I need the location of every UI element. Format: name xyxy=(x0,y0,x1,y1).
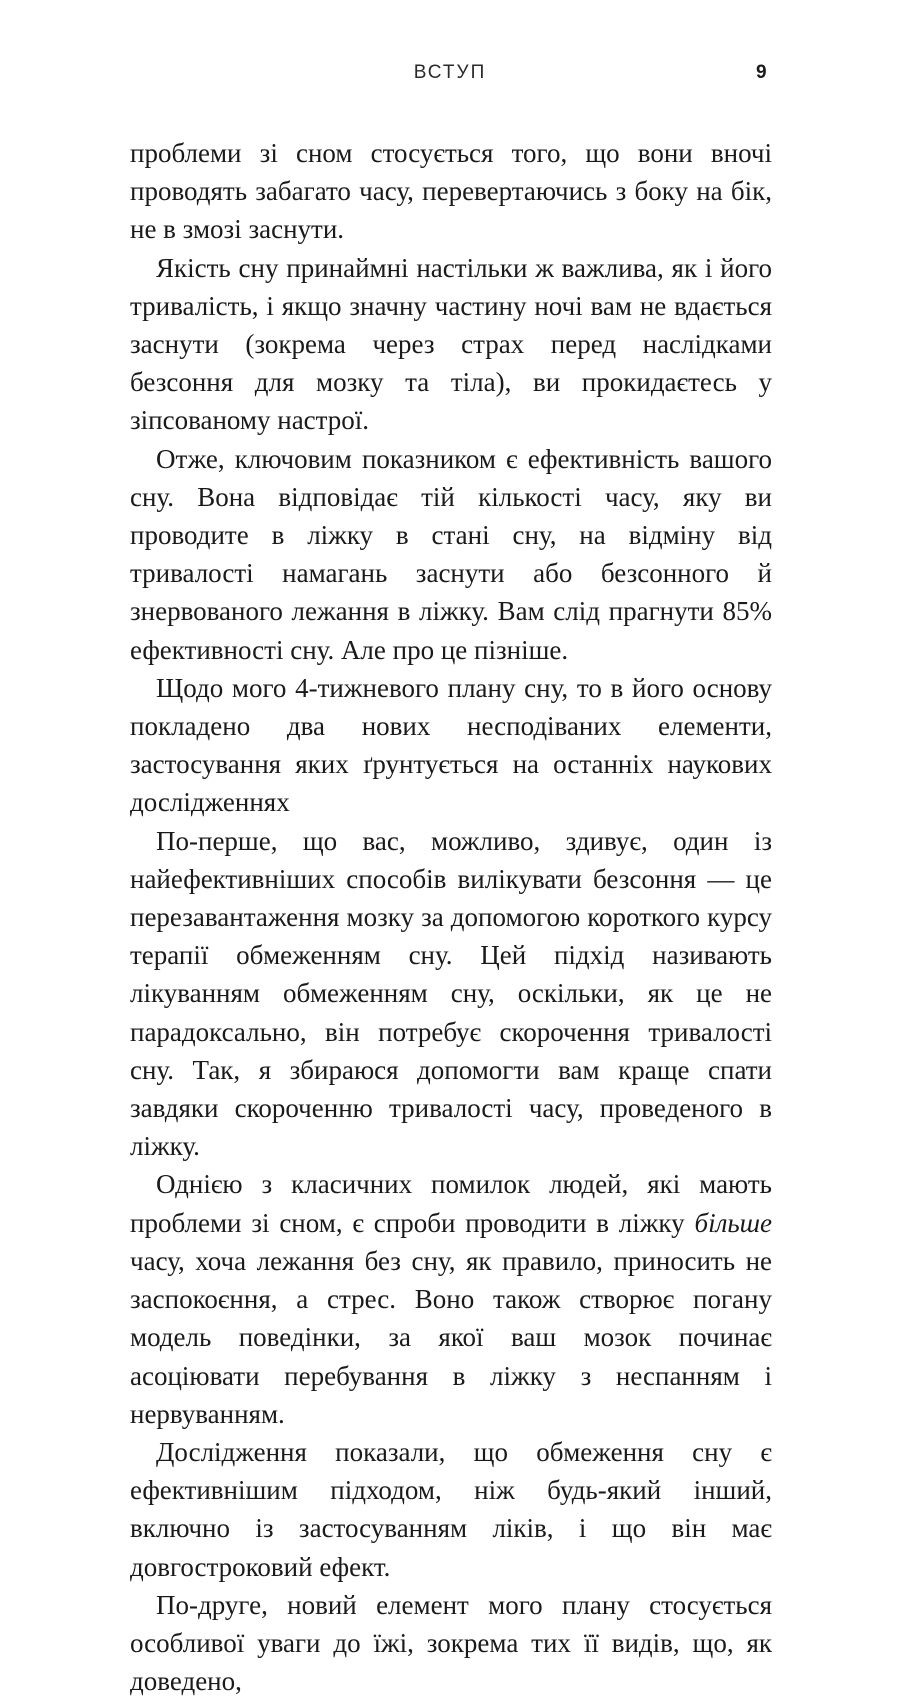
paragraph-6-after: часу, хоча лежання без сну, як правило, приносить не заспокоєння, а стрес. Воно також створює погану модель поведінки, за якої ваш мозок починає асоціювати перебування в ліжку з неспанням і нервуванням. xyxy=(130,1245,772,1429)
paragraph-6-before: Однією з класичних помилок людей, які мають проблеми зі сном, є спроби проводити в ліжку xyxy=(130,1169,772,1238)
paragraph-1: проблеми зі сном стосується того, що вони вночі проводять забагато часу, перевертаючись з боку на бік, не в змозі заснути. xyxy=(130,138,772,245)
paragraph-5: По-перше, що вас, можливо, здивує, один із найефективніших способів вилікувати безсоння — це перезавантаження мозку за допомогою короткого курсу терапії обмеженням сну. Цей підхід називають лікуванням обмеженням сну, оскільки, як це не парадоксально, він потребує скорочення тривалості сну. Так, я збираюся допомогти вам краще спати завдяки скороченню тривалості часу, проведеного в ліжку. xyxy=(130,825,772,1162)
paragraph-2: Якість сну принаймні настільки ж важлива, як і його тривалість, і якщо значну частину ночі вам не вдається заснути (зокрема через страх перед наслідками безсоння для мозку та тіла), ви прокидаєтесь у зіпсованому настрої. xyxy=(130,252,772,436)
body-text xyxy=(130,134,772,1700)
page-number: 9 xyxy=(756,62,767,83)
running-head xyxy=(0,62,920,92)
paragraph-6 xyxy=(130,1165,772,1432)
paragraph-3: Отже, ключовим показником є ефективність вашого сну. Вона відповідає тій кількості часу, яку ви проводите в ліжку в стані сну, на відміну від тривалості намагань заснути або безсонного й знервованого лежання в ліжку. Вам слід прагнути 85% ефективності сну. Але про це пізніше. xyxy=(130,443,772,665)
section-title: ВСТУП xyxy=(413,62,487,83)
paragraph-7: Дослідження показали, що обмеження сну є ефективнішим підходом, ніж будь-який інший, включно із застосуванням ліків, і що він має довгостроковий ефект. xyxy=(130,1436,772,1582)
paragraph-4: Щодо мого 4-тижневого плану сну, то в його основу покладено два нових несподіваних елементи, застосування яких ґрунтується на останніх наукових дослідженнях xyxy=(130,672,772,818)
paragraph-8: По-друге, новий елемент мого плану стосується особливої уваги до їжі, зокрема тих її видів, що, як доведено, xyxy=(130,1589,772,1697)
emphasis-word: більше xyxy=(694,1207,772,1238)
